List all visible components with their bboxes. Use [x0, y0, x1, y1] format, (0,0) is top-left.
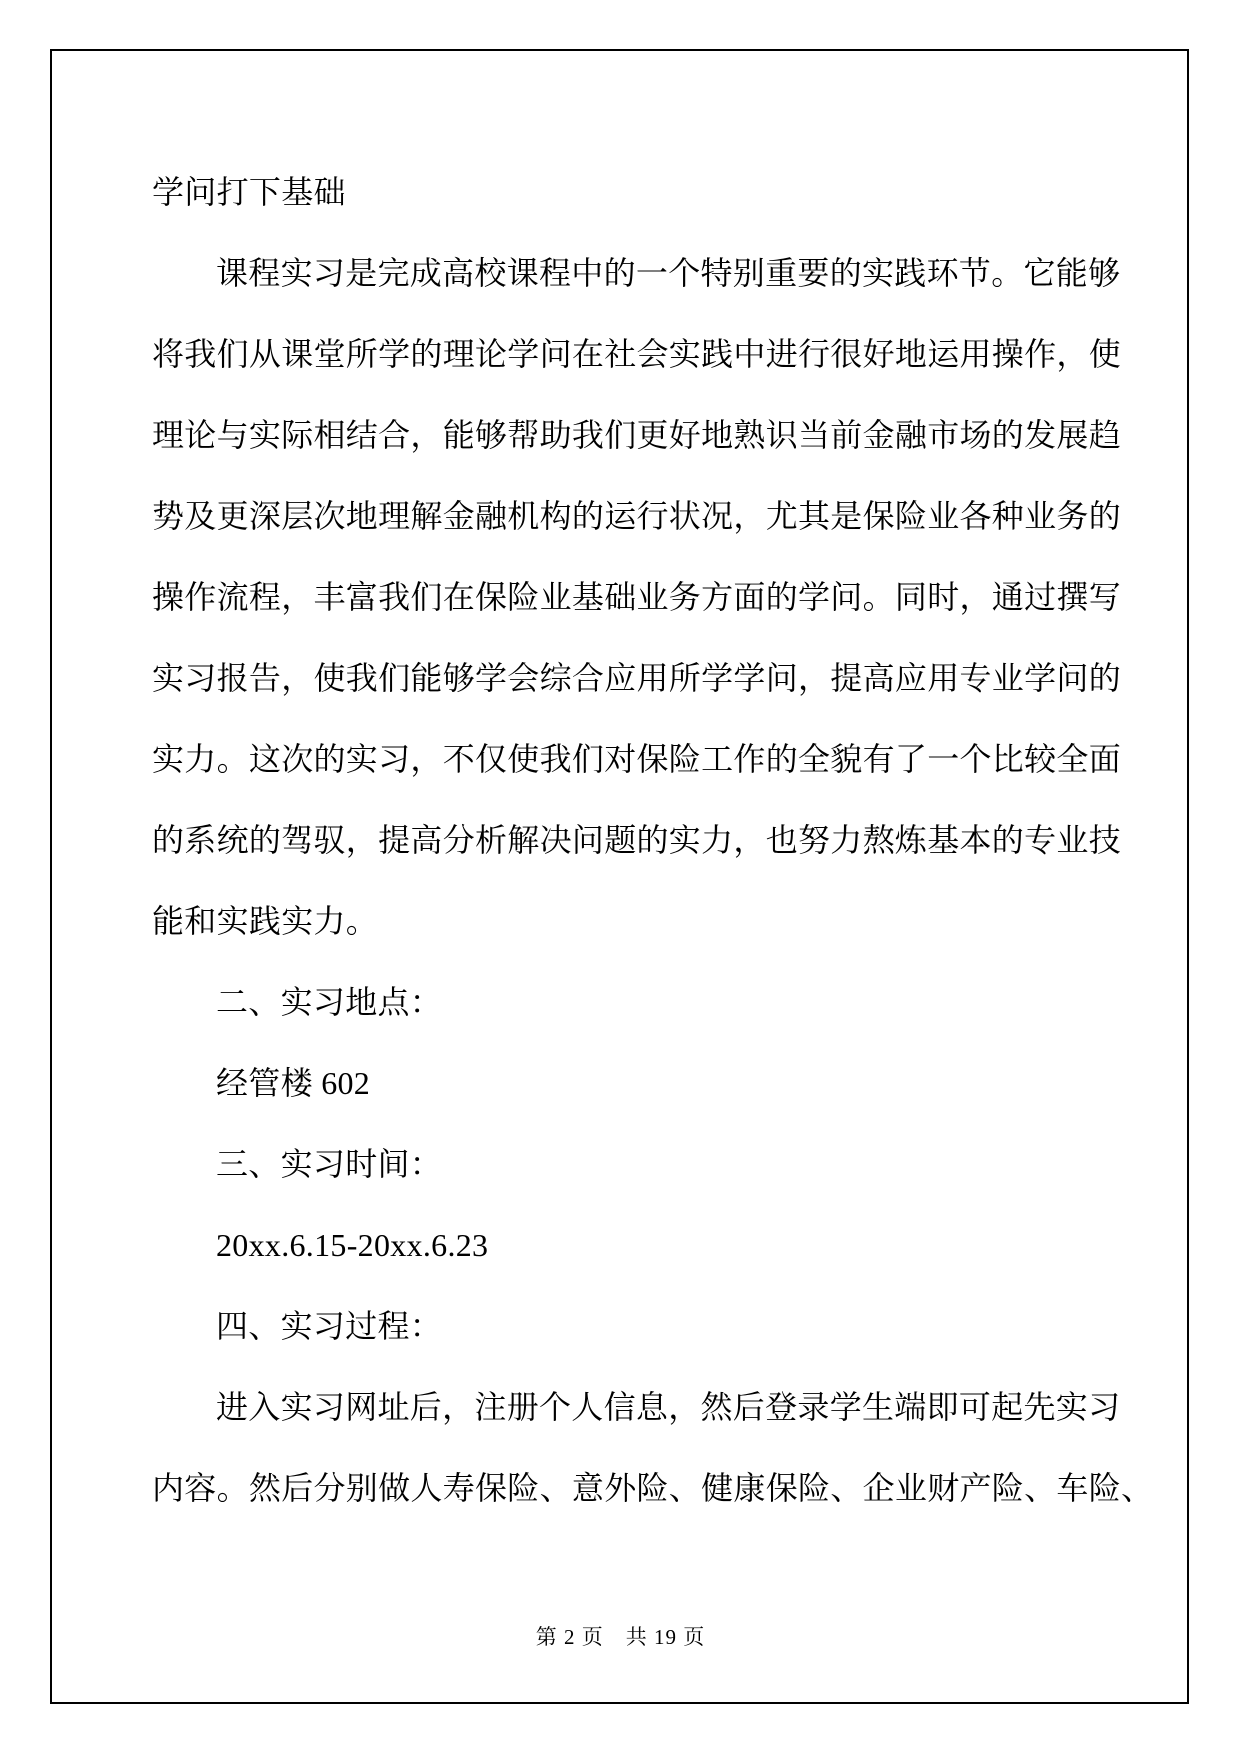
document-line: 理论与实际相结合，能够帮助我们更好地熟识当前金融市场的发展趋 — [152, 417, 1122, 453]
document-line: 课程实习是完成高校课程中的一个特别重要的实践环节。它能够 — [216, 255, 1121, 291]
document-line: 将我们从课堂所学的理论学问在社会实践中进行很好地运用操作，使 — [152, 336, 1122, 372]
document-line: 经管楼 602 — [216, 1065, 371, 1101]
document-line: 能和实践实力。 — [152, 903, 379, 939]
document-line: 内容。然后分别做人寿保险、意外险、健康保险、企业财产险、车险、 — [152, 1470, 1154, 1506]
document-line: 20xx.6.15-20xx.6.23 — [216, 1227, 489, 1263]
document-line: 实力。这次的实习，不仅使我们对保险工作的全貌有了一个比较全面 — [152, 741, 1122, 777]
document-line: 进入实习网址后，注册个人信息，然后登录学生端即可起先实习 — [216, 1389, 1121, 1425]
document-line: 势及更深层次地理解金融机构的运行状况，尤其是保险业各种业务的 — [152, 498, 1122, 534]
document-line: 操作流程，丰富我们在保险业基础业务方面的学问。同时，通过撰写 — [152, 579, 1122, 615]
document-line: 实习报告，使我们能够学会综合应用所学学问，提高应用专业学问的 — [152, 660, 1122, 696]
document-line: 二、实习地点： — [216, 984, 443, 1020]
document-line: 三、实习时间： — [216, 1146, 443, 1182]
document-body — [152, 152, 1154, 1529]
document-line: 四、实习过程： — [216, 1308, 443, 1344]
document-line: 学问打下基础 — [152, 174, 346, 210]
document-line: 的系统的驾驭，提高分析解决问题的实力，也努力熬炼基本的专业技 — [152, 822, 1122, 858]
page-footer: 第 2 页 共 19 页 — [535, 1625, 706, 1649]
